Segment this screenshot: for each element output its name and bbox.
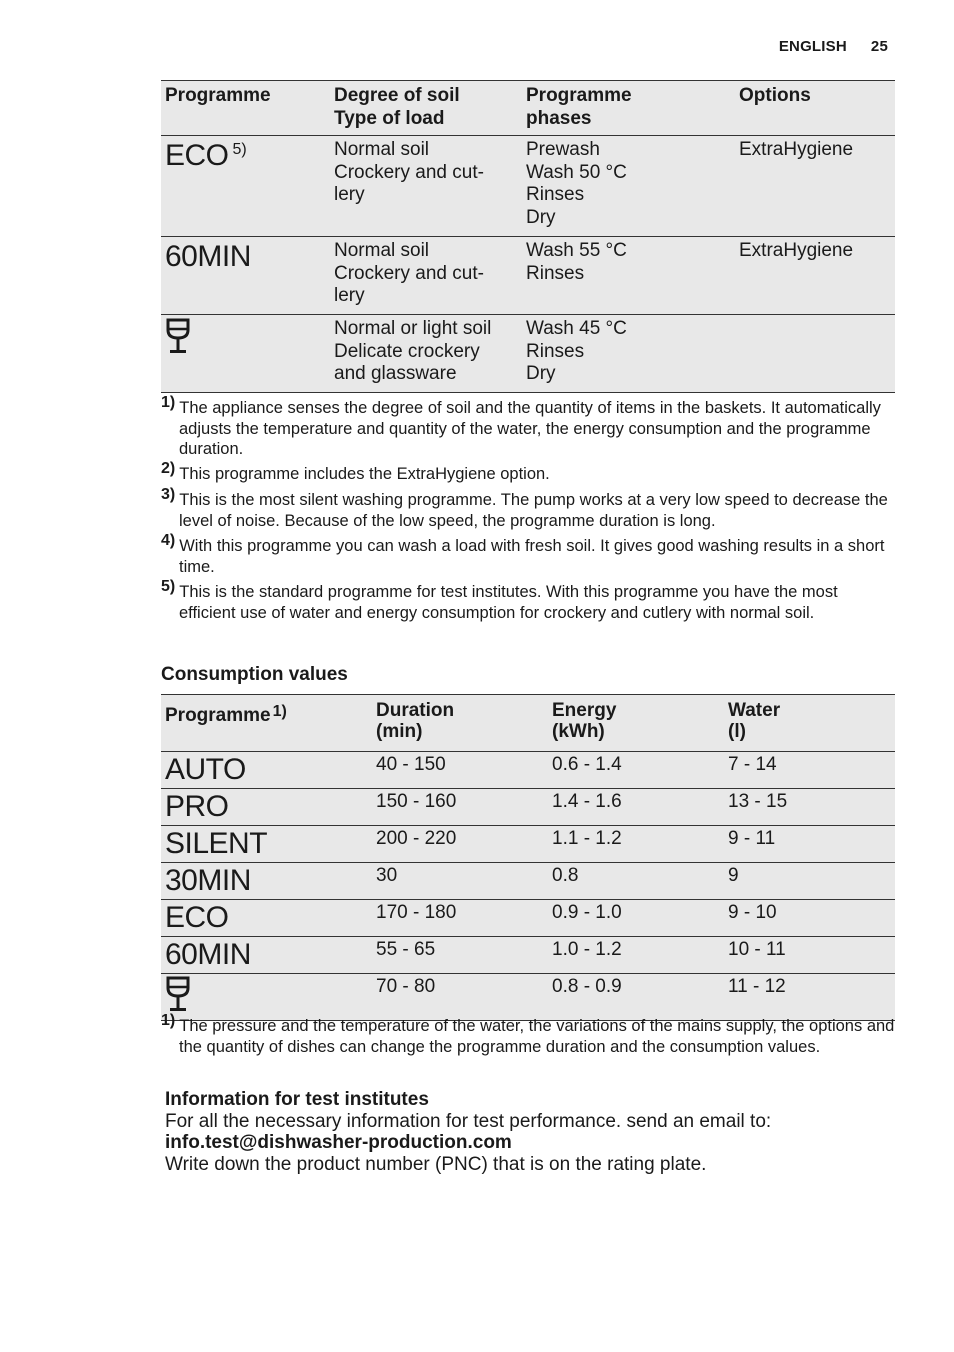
table-row [161, 315, 895, 393]
phase-line: Rinses [526, 262, 585, 284]
programme-name: 30MIN [165, 864, 251, 897]
footnote-number: 1) [161, 1012, 176, 1029]
table-header-row [161, 695, 895, 752]
footnote-ref: 5) [232, 141, 247, 158]
soil-cell [330, 315, 522, 393]
water-cell: 10 - 11 [728, 939, 786, 960]
soil-line: Crockery and cut- [334, 262, 484, 284]
soil-cell [330, 136, 522, 237]
table-row [161, 974, 895, 1021]
options-cell [735, 315, 895, 393]
programme-cell [161, 237, 330, 315]
programme-cell [161, 937, 372, 974]
energy-cell: 0.8 - 0.9 [552, 976, 622, 997]
table-row [161, 937, 895, 974]
footnote-text: This programme includes the ExtraHygiene option. [179, 465, 550, 483]
programme-name: PRO [165, 790, 229, 823]
phases-cell [522, 237, 735, 315]
consumption-title: Consumption values [161, 664, 348, 685]
header-duration-line1: Duration [376, 700, 455, 721]
table-row [161, 752, 895, 789]
header-energy-line2: (kWh) [552, 721, 605, 742]
info-line: Write down the product number (PNC) that is on the rating plate. [165, 1153, 707, 1175]
programme-name: SILENT [165, 827, 268, 860]
soil-line: lery [334, 285, 365, 307]
header-phases-line2: phases [526, 108, 592, 129]
duration-cell: 170 - 180 [376, 902, 457, 923]
water-cell: 13 - 15 [728, 791, 788, 812]
soil-line: Delicate crockery [334, 340, 480, 362]
page-number: 25 [870, 38, 888, 55]
header-energy-line1: Energy [552, 700, 617, 721]
duration-cell: 40 - 150 [376, 754, 446, 775]
footnote-text: This is the standard programme for test institutes. With this programme you have the most efficient use of water and energy consumption for crockery and cutlery with normal soil. [179, 583, 838, 622]
phases-cell [522, 315, 735, 393]
phase-line: Wash 45 °C [526, 318, 627, 339]
programme-cell [161, 136, 330, 237]
programme-cell [161, 974, 372, 1021]
footnote-text: The pressure and the temperature of the water, the variations of the mains supply, the options and the quantity of dishes can change the programme duration and the consumption values. [179, 1017, 895, 1056]
consumption-table [161, 694, 895, 1021]
programme-name: 60MIN [165, 938, 251, 971]
options-cell: ExtraHygiene [739, 139, 854, 160]
footnote [161, 486, 895, 531]
soil-line: Normal soil [334, 139, 430, 160]
soil-line: and glassware [334, 363, 457, 385]
programme-name: ECO [165, 901, 229, 934]
header-duration [372, 695, 548, 752]
footnote [161, 394, 895, 459]
table-row [161, 136, 895, 237]
phase-line: Prewash [526, 139, 600, 160]
phase-line: Wash 55 °C [526, 240, 627, 261]
water-cell: 9 - 10 [728, 902, 777, 923]
wine-glass-icon [165, 318, 191, 354]
programme-cell [161, 752, 372, 789]
table-row [161, 900, 895, 937]
energy-cell: 0.9 - 1.0 [552, 902, 622, 923]
test-institute-info [165, 1089, 771, 1175]
footnote [161, 460, 895, 485]
soil-line: Crockery and cut- [334, 161, 484, 183]
footnote [161, 578, 895, 623]
footnote [161, 532, 895, 577]
duration-cell: 30 [376, 865, 398, 886]
phase-line: Wash 50 °C [526, 161, 627, 183]
energy-cell: 1.1 - 1.2 [552, 828, 622, 849]
programme-cell [161, 315, 330, 393]
programme-name: AUTO [165, 753, 246, 786]
footnote-number: 5) [161, 578, 176, 595]
language-label: ENGLISH [778, 38, 847, 55]
header-soil-line1: Degree of soil [334, 85, 460, 106]
duration-cell: 150 - 160 [376, 791, 457, 812]
header-programme-label: Programme [165, 705, 271, 726]
info-email: info.test@dishwasher-production.com [165, 1132, 512, 1153]
programme-cell [161, 826, 372, 863]
table-row [161, 789, 895, 826]
table-row [161, 826, 895, 863]
footnote-text: With this programme you can wash a load with fresh soil. It gives good washing results in a short time. [179, 537, 885, 576]
energy-cell: 0.6 - 1.4 [552, 754, 622, 775]
water-cell: 7 - 14 [728, 754, 777, 775]
page-header [779, 38, 888, 55]
energy-cell: 1.0 - 1.2 [552, 939, 622, 960]
options-cell: ExtraHygiene [739, 240, 854, 261]
phase-line: Dry [526, 363, 556, 385]
header-soil-line2: Type of load [334, 108, 445, 129]
energy-cell: 0.8 [552, 865, 579, 886]
water-cell: 9 [728, 865, 739, 886]
footnote-text: This is the most silent washing programme. The pump works at a very low speed to decrease the level of noise. Because of the low speed, the programme duration is long. [179, 491, 888, 530]
wine-glass-icon [165, 976, 191, 1012]
header-soil [330, 81, 522, 136]
info-title: Information for test institutes [165, 1089, 429, 1110]
programme-name: ECO [165, 139, 229, 172]
footnote-ref: 1) [272, 703, 287, 720]
programme-cell [161, 789, 372, 826]
soil-line: Normal or light soil [334, 318, 492, 339]
programme-cell [161, 900, 372, 937]
soil-line: Normal soil [334, 240, 430, 261]
duration-cell: 55 - 65 [376, 939, 436, 960]
soil-line: lery [334, 184, 365, 206]
duration-cell: 200 - 220 [376, 828, 457, 849]
phases-cell [522, 136, 735, 237]
water-cell: 9 - 11 [728, 828, 776, 849]
water-cell: 11 - 12 [728, 976, 786, 997]
header-options: Options [739, 85, 811, 106]
header-programme: Programme [165, 85, 271, 106]
duration-cell: 70 - 80 [376, 976, 436, 997]
header-water-line2: (l) [728, 721, 746, 742]
header-programme [161, 695, 372, 752]
header-phases-line1: Programme [526, 85, 632, 106]
footnote-text: The appliance senses the degree of soil and the quantity of items in the baskets. It automatically adjusts the temperature and quantity of the water, the energy consumption and the programme duration. [179, 399, 881, 458]
info-line: For all the necessary information for test performance. send an email to: [165, 1110, 772, 1132]
footnote [161, 1012, 895, 1057]
phase-line: Rinses [526, 340, 585, 362]
header-phases [522, 81, 735, 136]
phase-line: Dry [526, 206, 556, 228]
header-water-line1: Water [728, 700, 781, 721]
phase-line: Rinses [526, 184, 585, 206]
programme-name: 60MIN [165, 240, 251, 273]
programme-cell [161, 863, 372, 900]
footnote-number: 3) [161, 486, 176, 503]
table-header-row [161, 81, 895, 136]
programme-table [161, 80, 895, 393]
footnote-number: 4) [161, 532, 176, 549]
header-energy [548, 695, 724, 752]
table-row [161, 237, 895, 315]
energy-cell: 1.4 - 1.6 [552, 791, 622, 812]
footnote-number: 2) [161, 460, 176, 477]
footnote-number: 1) [161, 394, 176, 411]
soil-cell [330, 237, 522, 315]
header-duration-line2: (min) [376, 721, 423, 742]
header-water [724, 695, 895, 752]
table-row [161, 863, 895, 900]
